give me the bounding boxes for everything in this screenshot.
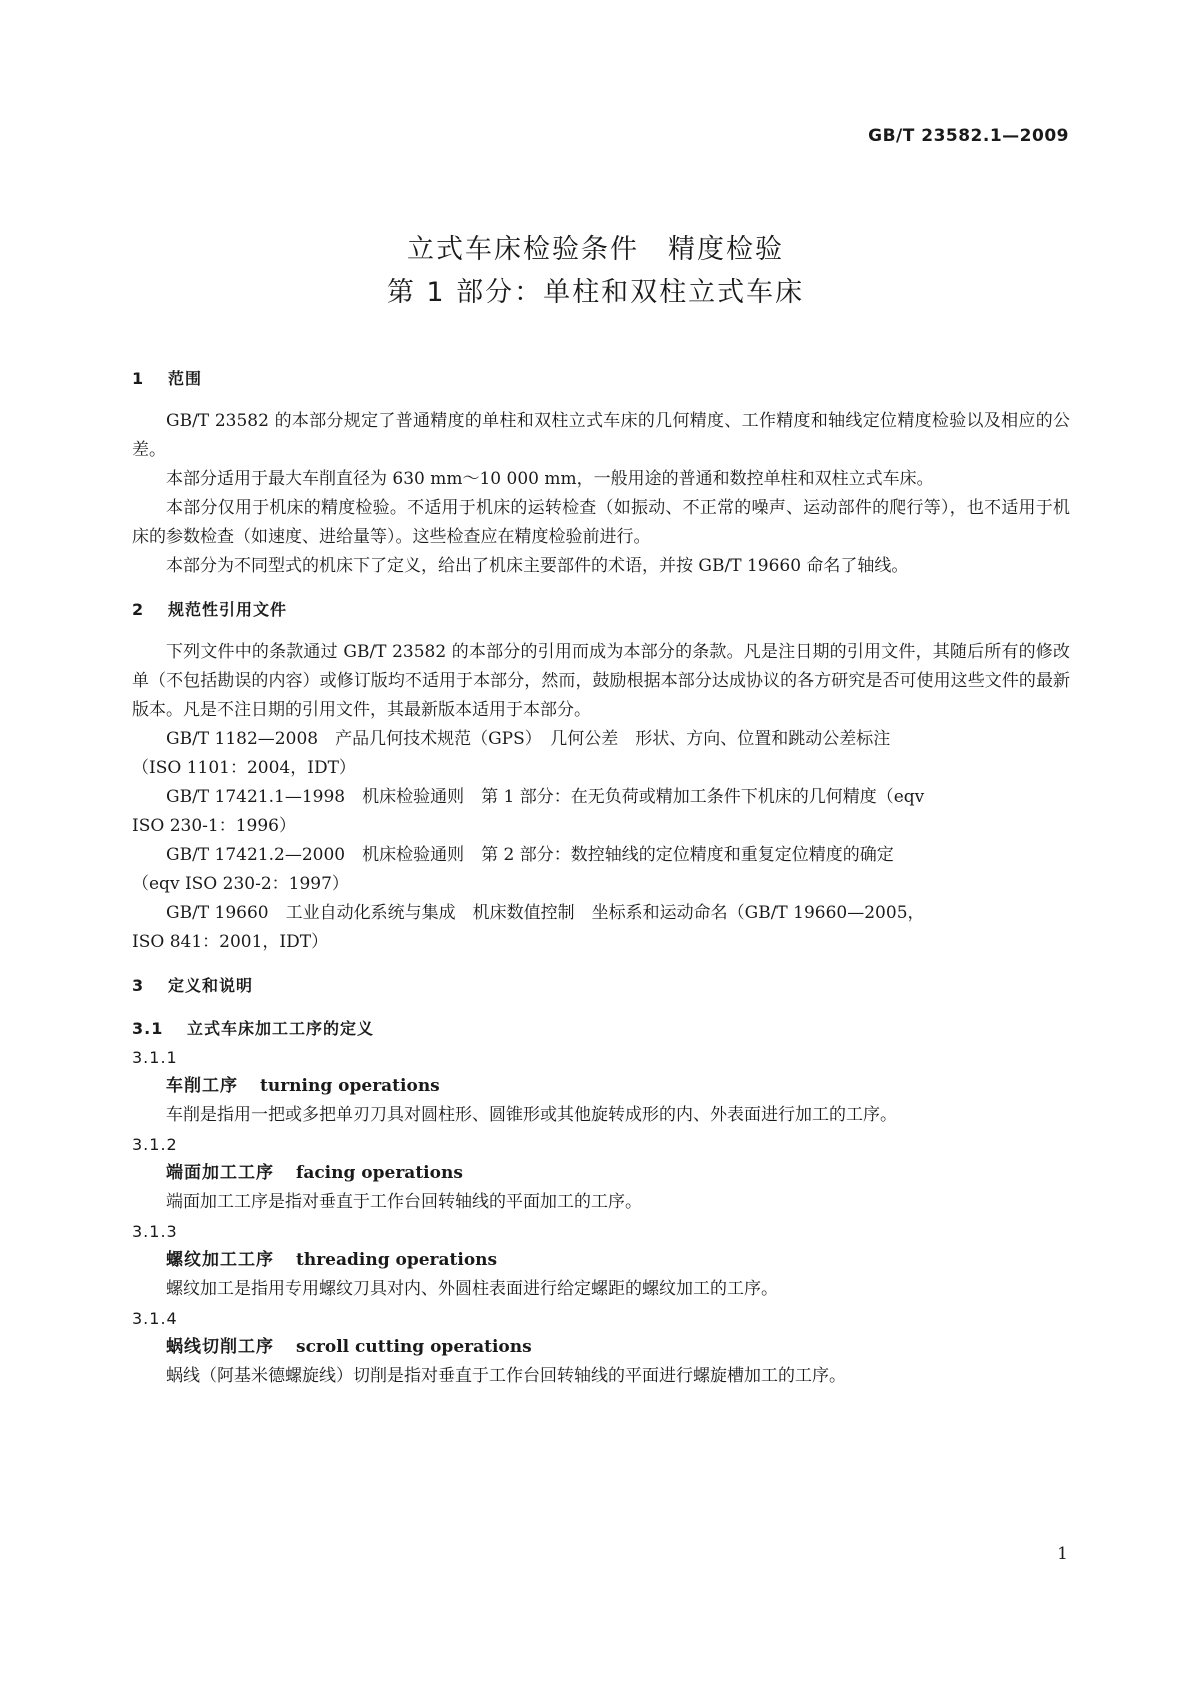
reference-entry [132, 841, 1070, 899]
subsection-3-1-heading [132, 1014, 1070, 1043]
title-line-2: 第 1 部分：单柱和双柱立式车床 [386, 277, 805, 308]
reference-entry [132, 783, 1070, 841]
page-number: 1 [1057, 1544, 1068, 1564]
term-title [166, 1333, 1070, 1362]
section-title: 范围 [168, 369, 203, 388]
section-number: 1 [132, 369, 145, 388]
term-en: scroll cutting operations [296, 1337, 532, 1357]
paragraph: 本部分适用于最大车削直径为 630 mm～10 000 mm，一般用途的普通和数控单柱和双柱立式车床。 [166, 469, 934, 489]
reference-line: （ISO 1101：2004，IDT） [132, 758, 356, 778]
reference-line: GB/T 1182—2008 产品几何技术规范（GPS） 几何公差 形状、方向、位置和跳动公差标注 [166, 729, 891, 749]
term-definition: 端面加工工序是指对垂直于工作台回转轴线的平面加工的工序。 [166, 1192, 642, 1212]
term-zh: 端面加工工序 [166, 1163, 274, 1183]
term-entry [132, 1130, 1070, 1217]
reference-line: GB/T 17421.1—1998 机床检验通则 第 1 部分：在无负荷或精加工条件下机床的几何精度（eqv [166, 787, 925, 807]
reference-line: GB/T 17421.2—2000 机床检验通则 第 2 部分：数控轴线的定位精度和重复定位精度的确定 [166, 845, 894, 865]
term-en: turning operations [260, 1076, 440, 1096]
title-line-1: 立式车床检验条件 精度检验 [407, 234, 784, 265]
section-title: 规范性引用文件 [168, 600, 288, 619]
term-zh: 蜗线切削工序 [166, 1337, 274, 1357]
reference-line: （eqv ISO 230-2：1997） [132, 874, 349, 894]
term-number: 3.1.1 [132, 1048, 178, 1067]
section-2-heading [132, 595, 1070, 624]
paragraph: GB/T 23582 的本部分规定了普通精度的单柱和双柱立式车床的几何精度、工作精度和轴线定位精度检验以及相应的公差。 [132, 411, 1070, 460]
reference-line: GB/T 19660 工业自动化系统与集成 机床数值控制 坐标系和运动命名（GB/T 19660—2005， [166, 903, 925, 923]
term-zh: 车削工序 [166, 1076, 238, 1096]
reference-line: ISO 230-1：1996） [132, 816, 296, 836]
document-body [132, 364, 1070, 1391]
subsection-number: 3.1 [132, 1019, 164, 1038]
subsection-title: 立式车床加工工序的定义 [187, 1019, 375, 1038]
term-entry [132, 1043, 1070, 1130]
term-title [166, 1246, 1070, 1275]
term-number: 3.1.2 [132, 1135, 178, 1154]
term-title [166, 1159, 1070, 1188]
section-1-heading [132, 364, 1070, 393]
term-entry [132, 1217, 1070, 1304]
reference-entry [132, 725, 1070, 783]
paragraph: 本部分为不同型式的机床下了定义，给出了机床主要部件的术语，并按 GB/T 19660 命名了轴线。 [166, 556, 909, 576]
term-zh: 螺纹加工工序 [166, 1250, 274, 1270]
paragraph: 本部分仅用于机床的精度检验。不适用于机床的运转检查（如振动、不正常的噪声、运动部件的爬行等），也不适用于机床的参数检查（如速度、进给量等）。这些检查应在精度检验前进行。 [132, 498, 1070, 547]
section-title: 定义和说明 [168, 976, 254, 995]
term-definition: 螺纹加工是指用专用螺纹刀具对内、外圆柱表面进行给定螺距的螺纹加工的工序。 [166, 1279, 778, 1299]
term-definition: 蜗线（阿基米德螺旋线）切削是指对垂直于工作台回转轴线的平面进行螺旋槽加工的工序。 [166, 1366, 846, 1386]
term-number: 3.1.4 [132, 1309, 178, 1328]
paragraph: 下列文件中的条款通过 GB/T 23582 的本部分的引用而成为本部分的条款。凡是注日期的引用文件，其随后所有的修改单（不包括勘误的内容）或修订版均不适用于本部分，然而，鼓励根据本部分达成协议的各方研究是否可使用这些文件的最新版本。凡是不注日期的引用文件，其最新版本适用于本部分。 [132, 642, 1070, 720]
reference-entry [132, 899, 1070, 957]
standard-code: GB/T 23582.1—2009 [868, 126, 1069, 146]
section-number: 3 [132, 976, 145, 995]
section-number: 2 [132, 600, 145, 619]
reference-line: ISO 841：2001，IDT） [132, 932, 329, 952]
term-en: threading operations [296, 1250, 498, 1270]
term-definition: 车削是指用一把或多把单刃刀具对圆柱形、圆锥形或其他旋转成形的内、外表面进行加工的工序。 [166, 1105, 897, 1125]
document-title [0, 228, 1191, 314]
term-title [166, 1072, 1070, 1101]
term-entry [132, 1304, 1070, 1391]
section-3-heading [132, 971, 1070, 1000]
term-en: facing operations [296, 1163, 463, 1183]
term-number: 3.1.3 [132, 1222, 178, 1241]
